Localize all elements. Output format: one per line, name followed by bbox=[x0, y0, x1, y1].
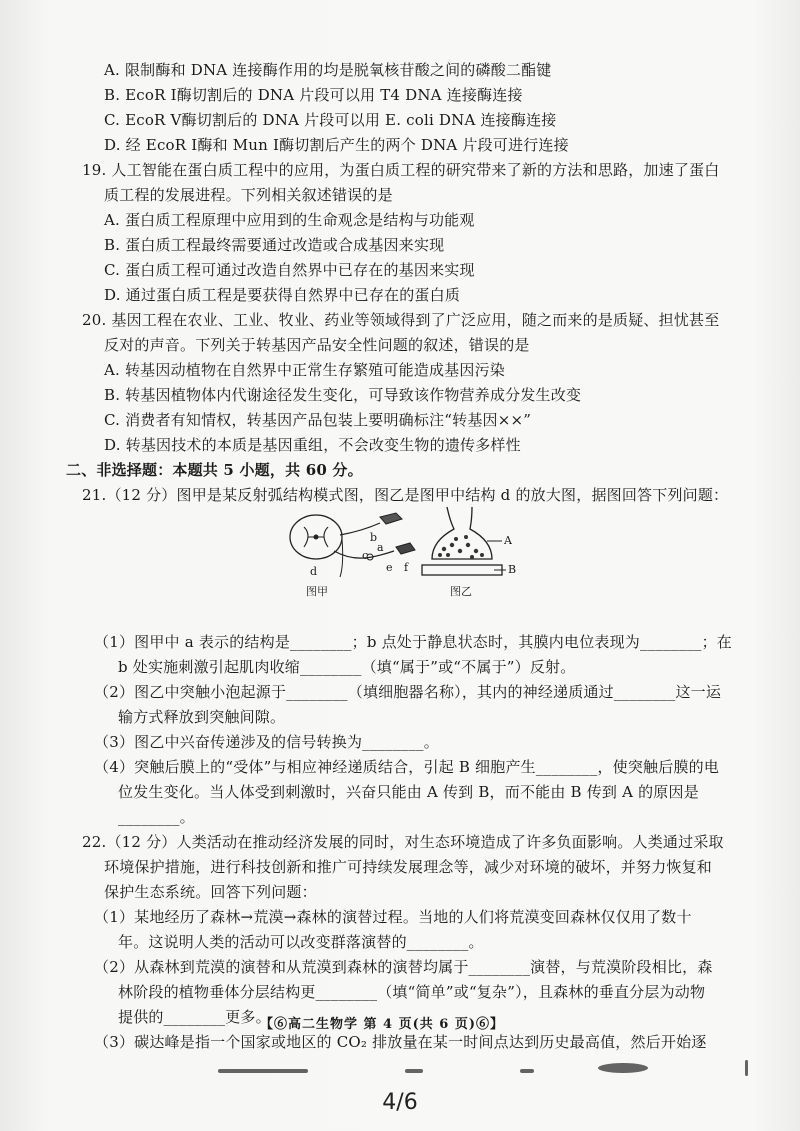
page-footer: 【⑥高二生物学 第 4 页(共 6 页)⑥】 bbox=[260, 1017, 505, 1032]
text-line: B. 转基因植物体内代谢途径发生变化，可导致该作物营养成分发生改变 bbox=[104, 386, 582, 404]
text-line: 二、非选择题：本题共 5 小题，共 60 分。 bbox=[66, 461, 363, 479]
scan-artifact bbox=[218, 1069, 308, 1073]
page-number: 4/6 bbox=[382, 1090, 418, 1115]
text-line: b 处实施刺激引起肌肉收缩________（填“属于”或“不属于”）反射。 bbox=[118, 658, 576, 676]
caption-figure-jia: 图甲 bbox=[306, 585, 328, 598]
label-A: A bbox=[504, 534, 512, 547]
scan-artifact bbox=[745, 1060, 748, 1076]
text-line: （3）图乙中兴奋传递涉及的信号转换为________。 bbox=[94, 733, 439, 751]
text-line: （3）碳达峰是指一个国家或地区的 CO₂ 排放量在某一时间点达到历史最高值，然后开始逐 bbox=[94, 1033, 707, 1051]
text-line: A. 蛋白质工程原理中应用到的生命观念是结构与功能观 bbox=[104, 211, 475, 229]
caption-figure-yi: 图乙 bbox=[450, 585, 472, 598]
text-line: （4）突触后膜上的“受体”与相应神经递质结合，引起 B 细胞产生________，使突触后膜的电 bbox=[94, 758, 720, 776]
text-line: 反对的声音。下列关于转基因产品安全性问题的叙述，错误的是 bbox=[104, 336, 530, 354]
text-line: A. 转基因动植物在自然界中正常生存繁殖可能造成基因污染 bbox=[104, 361, 505, 379]
text-line: 质工程的发展进程。下列相关叙述错误的是 bbox=[104, 186, 393, 204]
scan-artifact bbox=[520, 1069, 534, 1073]
text-line: C. EcoR Ⅴ酶切割后的 DNA 片段可以用 E. coli DNA 连接酶连接 bbox=[104, 111, 557, 129]
text-line: 位发生变化。当人体受到刺激时，兴奋只能由 A 传到 B，而不能由 B 传到 A 的原因是 bbox=[118, 783, 699, 801]
label-b: b bbox=[370, 531, 378, 544]
text-line: D. 经 EcoR Ⅰ酶和 Mun Ⅰ酶切割后产生的两个 DNA 片段可进行连接 bbox=[104, 136, 569, 154]
text-line: 林阶段的植物垂体分层结构更________（填“简单”或“复杂”），且森林的垂直分层为动物 bbox=[118, 983, 706, 1001]
text-line: （2）从森林到荒漠的演替和从荒漠到森林的演替均属于________演替，与荒漠阶段相比，森 bbox=[94, 958, 713, 976]
text-line: D. 转基因技术的本质是基因重组，不会改变生物的遗传多样性 bbox=[104, 436, 521, 454]
text-line: D. 通过蛋白质工程是要获得自然界中已存在的蛋白质 bbox=[104, 286, 461, 304]
text-line: 保护生态系统。回答下列问题： bbox=[104, 883, 317, 901]
text-line: 21.（12 分）图甲是某反射弧结构模式图，图乙是图甲中结构 d 的放大图，据图回答下列问题： bbox=[82, 486, 729, 504]
text-line: （1）图甲中 a 表示的结构是________；b 点处于静息状态时，其膜内电位表现为________；在 bbox=[94, 633, 732, 651]
scan-artifact bbox=[598, 1063, 648, 1073]
text-line: （2）图乙中突触小泡起源于________（填细胞器名称），其内的神经递质通过________这一运 bbox=[94, 683, 722, 701]
text-line: B. EcoR Ⅰ酶切割后的 DNA 片段可以用 T4 DNA 连接酶连接 bbox=[104, 86, 523, 104]
text-line: 输方式释放到突触间隙。 bbox=[118, 708, 286, 726]
label-e: e bbox=[386, 561, 393, 574]
text-line: B. 蛋白质工程最终需要通过改造或合成基因来实现 bbox=[104, 236, 445, 254]
label-a: a bbox=[377, 541, 384, 554]
label-c: c bbox=[362, 549, 369, 562]
text-line: C. 消费者有知情权，转基因产品包装上要明确标注“转基因××” bbox=[104, 411, 532, 429]
text-line: C. 蛋白质工程可通过改造自然界中已存在的基因来实现 bbox=[104, 261, 475, 279]
label-f: f bbox=[404, 561, 409, 574]
text-line: 19. 人工智能在蛋白质工程中的应用，为蛋白质工程的研究带来了新的方法和思路，加速了蛋白 bbox=[82, 161, 720, 179]
label-B: B bbox=[508, 563, 517, 576]
text-line: 年。这说明人类的活动可以改变群落演替的________。 bbox=[118, 933, 484, 951]
text-line: 环境保护措施，进行科技创新和推广可持续发展理念等，减少对环境的破坏，并努力恢复和 bbox=[104, 858, 713, 876]
text-line: A. 限制酶和 DNA 连接酶作用的均是脱氧核苷酸之间的磷酸二酯键 bbox=[104, 61, 552, 79]
reflex-arc-figure bbox=[282, 505, 522, 605]
text-line: 22.（12 分）人类活动在推动经济发展的同时，对生态环境造成了许多负面影响。人类通过采取 bbox=[82, 833, 724, 851]
text-line: 20. 基因工程在农业、工业、牧业、药业等领域得到了广泛应用，随之而来的是质疑、担忧甚至 bbox=[82, 311, 720, 329]
scan-artifact bbox=[405, 1069, 423, 1073]
label-d: d bbox=[310, 565, 318, 578]
text-line: 提供的________更多。 bbox=[118, 1008, 271, 1026]
text-line: （1）某地经历了森林→荒漠→森林的演替过程。当地的人们将荒漠变回森林仅仅用了数十 bbox=[94, 908, 692, 926]
text-line: ________。 bbox=[118, 808, 195, 826]
